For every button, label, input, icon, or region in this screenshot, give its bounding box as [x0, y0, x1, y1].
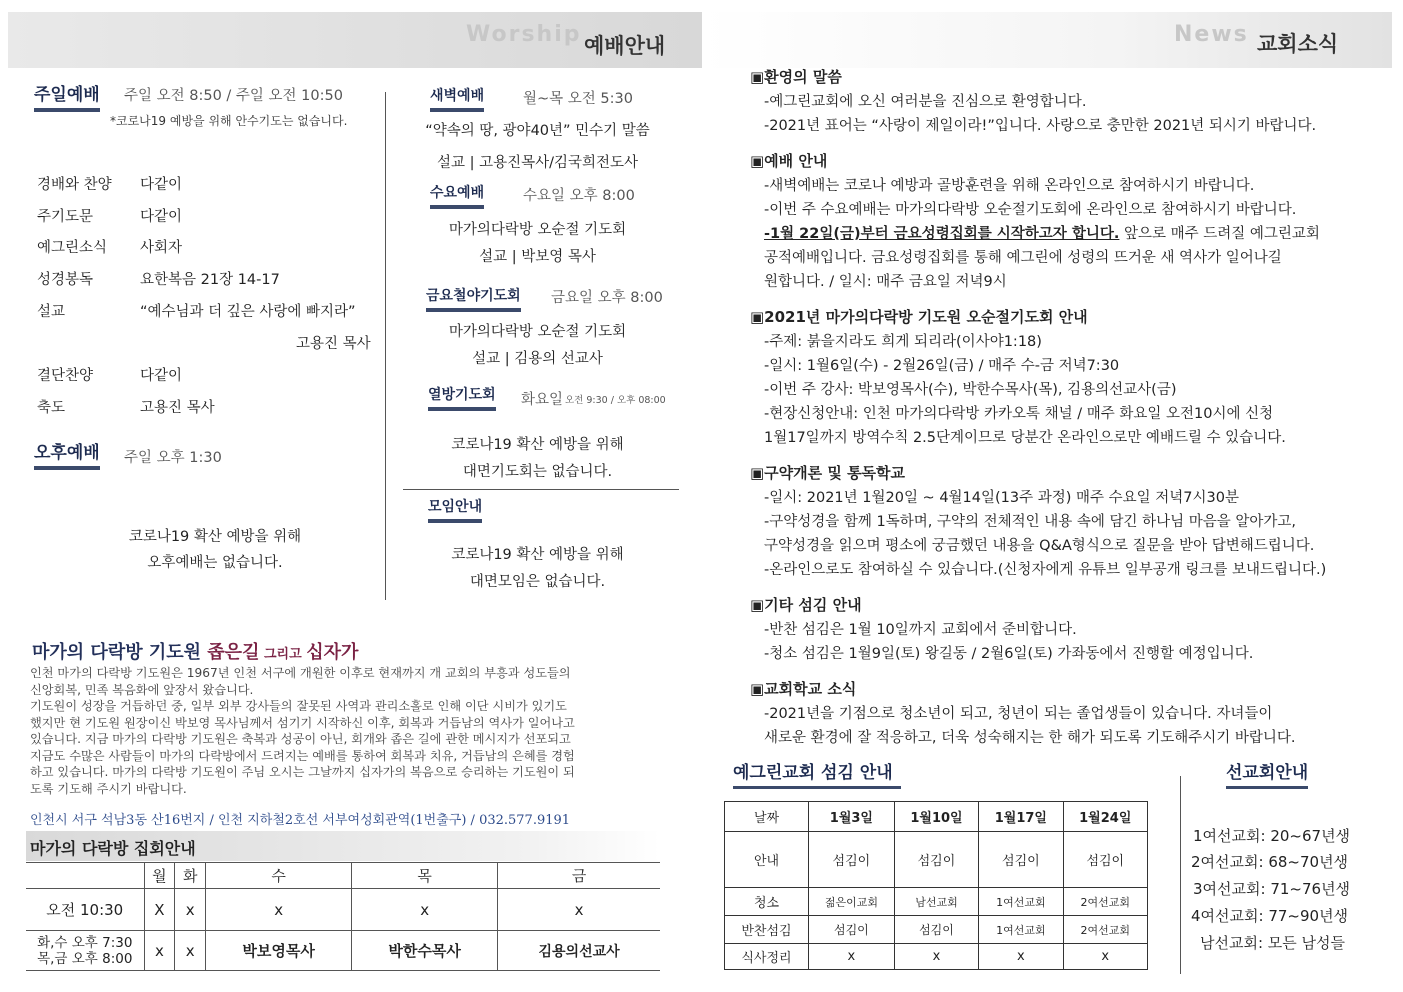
mission-item: 남선교회: 모든 남성들 [1200, 934, 1346, 952]
service-cell: 섬김이 [894, 832, 978, 888]
service-header: 날짜 [725, 802, 809, 832]
order-value: 사회자 [140, 240, 183, 256]
schedule-day: 금 [498, 863, 660, 889]
news-line: -구약성경을 함께 1독하며, 구약의 전체적인 내용 속에 담긴 하나님 마음을 알아가고, [764, 514, 1296, 530]
story-line: 있습니다. 지금 마가의 다락방 기도원은 축복과 성공이 아닌, 회개와 좁은 길에 관한 메시지가 선포되고 [30, 732, 571, 746]
service-header: 1월10일 [894, 802, 978, 832]
news-heading: ▣예배 안내 [750, 152, 828, 170]
order-value: 고용진 목사 [140, 400, 215, 416]
schedule-day: 수 [206, 863, 352, 889]
worship-header-en: Worship [466, 22, 582, 47]
story-title-and: 그리고 [259, 647, 307, 662]
nations-prayer-times: 오전 9:30 / 오후 08:00 [565, 395, 666, 406]
story-line: 기도원이 성장을 거듭하던 중, 일부 외부 강사들의 잘못된 사역과 관리소홀로 인해 이단 시비가 있기도 [30, 699, 567, 713]
service-header: 1월24일 [1063, 802, 1147, 832]
news-heading: ▣구약개론 및 통독학교 [750, 464, 906, 482]
schedule-day: 화 [175, 863, 206, 889]
service-cell: 젊은이교회 [809, 888, 895, 916]
news-heading: ▣교회학교 소식 [750, 680, 857, 698]
schedule-cell: x [144, 931, 175, 971]
nations-line-2: 대면기도회는 없습니다. [462, 464, 613, 480]
service-row-label: 식사정리 [725, 944, 809, 970]
order-label: 경배와 찬양 [37, 177, 112, 193]
mission-divider [1180, 776, 1181, 974]
order-value: 요한복음 21장 14-17 [140, 272, 280, 288]
service-cell: 섬김이 [894, 916, 978, 944]
news-line: -반찬 섬김은 1월 10일까지 교회에서 준비합니다. [764, 622, 1077, 638]
story-line: 하고 있습니다. 마가의 다락방 기도원이 주님 오시는 그날까지 십자가의 복음으로 승리하는 기도원이 되 [30, 765, 575, 779]
service-cell: x [894, 944, 978, 970]
friday-meeting-announcement: -1월 22일(금)부터 금요성령집회를 시작하고자 합니다. [764, 226, 1120, 242]
story-title-part: 마가의 다락방 기도원 [32, 642, 208, 663]
news-line: -현장신청안내: 인천 마가의다락방 카카오톡 채널 / 매주 화요일 오전10시에 신청 [764, 406, 1274, 422]
news-line: -예그린교회에 오신 여러분을 진심으로 환영합니다. [764, 94, 1087, 110]
gathering-title: 모임안내 [428, 496, 482, 523]
schedule-row-label [26, 931, 144, 971]
schedule-corner [26, 863, 144, 889]
story-line: 도록 기도해 주시기 바랍니다. [30, 781, 187, 796]
service-cell: x [809, 944, 895, 970]
gathering-line-2: 대면모임은 없습니다. [469, 574, 606, 590]
order-label: 주기도문 [37, 209, 94, 225]
story-line: 했지만 현 기도원 원장이신 박보영 목사님께서 섬기기 시작하신 이후, 회복과 거듭남의 역사가 일어나고 [30, 715, 575, 730]
friday-vigil-time: 금요일 오후 8:00 [551, 290, 663, 306]
news-line: -2021년 표어는 “사랑이 제일이라!”입니다. 사랑으로 충만한 2021년 되시기 바랍니다. [764, 118, 1317, 134]
news-line: 원합니다. / 일시: 매주 금요일 저녁9시 [764, 274, 1007, 290]
nations-prayer-day: 화요일 [521, 392, 564, 408]
service-cell: x [1063, 944, 1147, 970]
news-line: -이번 주 수요예배는 마가의다락방 오순절기도회에 온라인으로 참여하시기 바랍니다. [764, 202, 1297, 218]
news-line: -일시: 2021년 1월20일 ~ 4월14일(13주 과정) 매주 수요일 저녁7시30분 [764, 490, 1239, 506]
schedule-row-label-line: 화,수 오후 7:30 [37, 934, 133, 951]
nations-prayer-title: 열방기도회 [428, 384, 496, 411]
prayer-house-title [32, 638, 358, 664]
schedule-cell: 김용의선교사 [498, 931, 660, 971]
mission-item: 1여선교회: 20~67년생 [1193, 827, 1351, 845]
column-divider [385, 92, 386, 600]
service-cell: 섬김이 [809, 916, 895, 944]
news-line: -온라인으로도 참여하실 수 있습니다.(신청자에게 유튜브 일부공개 링크를 보내드립니다.) [764, 562, 1327, 578]
sermon-title: “예수님과 더 깊은 사랑에 빠지라” [140, 304, 356, 320]
service-cell: 섬김이 [809, 832, 895, 888]
dawn-series: “약속의 땅, 광야40년” 민수기 말씀 [425, 123, 650, 139]
schedule-title: 마가의 다락방 집회안내 [26, 831, 660, 861]
story-title-cross: 십자가 [306, 642, 359, 663]
story-line: 인천 마가의 다락방 기도원은 1967년 인천 서구에 개원한 이후로 현재까지 개 교회의 부흥과 성도들의 [30, 666, 571, 680]
mission-item: 4여선교회: 77~90년생 [1191, 907, 1349, 925]
news-heading: ▣2021년 마가의다락방 기도원 오순절기도회 안내 [750, 308, 1088, 326]
mission-item: 2여선교회: 68~70년생 [1191, 853, 1349, 871]
news-line: -일시: 1월6일(수) - 2월26일(금) / 매주 수-금 저녁7:30 [764, 358, 1120, 374]
wednesday-line-1: 마가의다락방 오순절 기도회 [448, 222, 627, 238]
order-label: 축도 [37, 400, 66, 416]
news-heading: ▣환영의 말씀 [750, 68, 842, 86]
service-cell: 섬김이 [1063, 832, 1147, 888]
news-list [750, 66, 1380, 750]
news-line: 공적예배입니다. 금요성령집회를 통해 예그린에 성령의 뜨거운 새 역사가 일어나길 [764, 250, 1282, 266]
schedule-cell: x [175, 889, 206, 931]
afternoon-msg-1: 코로나19 확산 예방을 위해 [128, 529, 302, 545]
schedule-row-label: 오전 10:30 [26, 889, 144, 931]
schedule-cell: x [352, 889, 498, 931]
order-value: 다같이 [140, 368, 183, 384]
prayer-house-story [30, 665, 670, 797]
afternoon-worship-time: 주일 오후 1:30 [124, 450, 222, 466]
dawn-worship-time: 월~목 오전 5:30 [523, 91, 633, 107]
order-value: 다같이 [140, 209, 183, 225]
service-row-label: 청소 [725, 888, 809, 916]
news-line: 1월17일까지 방역수칙 2.5단계이므로 당분간 온라인으로만 예배드릴 수 있습니다. [764, 430, 1286, 446]
news-header-en: News [1174, 22, 1249, 47]
schedule-cell: 박한수목사 [352, 931, 498, 971]
news-header-ko: 교회소식 [1257, 32, 1339, 56]
friday-line-1: 마가의다락방 오순절 기도회 [448, 324, 627, 340]
afternoon-worship-title: 오후예배 [34, 438, 100, 470]
story-title-narrow-way: 좁은길 [207, 642, 260, 663]
news-line [750, 222, 1380, 246]
gathering-schedule-table [26, 862, 660, 971]
mission-item: 3여선교회: 71~76년생 [1193, 880, 1351, 898]
wednesday-worship-title: 수요예배 [430, 182, 484, 209]
service-table-title: 예그린교회 섬김 안내 [733, 758, 901, 789]
order-label: 성경봉독 [37, 272, 94, 288]
news-line: 새로운 환경에 잘 적응하고, 더욱 성숙해지는 한 해가 되도록 기도해주시기 바랍니다. [764, 730, 1296, 746]
sermon-preacher: 고용진 목사 [296, 336, 371, 352]
mission-title: 선교회안내 [1226, 758, 1308, 789]
schedule-day: 월 [144, 863, 175, 889]
order-label: 결단찬양 [37, 368, 94, 384]
service-cell: 섬김이 [979, 832, 1063, 888]
schedule-cell: x [206, 889, 352, 931]
service-cell: 2여선교회 [1063, 888, 1147, 916]
news-line: -이번 주 강사: 박보영목사(수), 박한수목사(목), 김용의선교사(금) [764, 382, 1177, 398]
sunday-worship-times: 주일 오전 8:50 / 주일 오전 10:50 [124, 88, 343, 104]
news-line: -주제: 붉을지라도 희게 되리라(이사야1:18) [764, 334, 1042, 350]
friday-vigil-title: 금요철야기도회 [426, 285, 521, 312]
friday-line-2: 설교 | 김용의 선교사 [472, 351, 603, 367]
news-line: 구약성경을 읽으며 평소에 궁금했던 내용을 Q&A형식으로 질문을 받아 답변해드립니다. [764, 538, 1315, 554]
service-cell: 2여선교회 [1063, 916, 1147, 944]
section-divider [403, 489, 679, 490]
story-line: 지금도 수많은 사람들이 마가의 다락방에서 드려지는 예배를 통하여 회복과 치유, 거듭남의 은혜를 경험 [30, 748, 575, 763]
schedule-cell: x [175, 931, 206, 971]
gathering-line-1: 코로나19 확산 예방을 위해 [451, 547, 624, 563]
news-line: -2021년을 기점으로 청소년이 되고, 청년이 되는 졸업생들이 있습니다. 자녀들이 [764, 706, 1273, 722]
news-line: -새벽예배는 코로나 예방과 골방훈련을 위해 온라인으로 참여하시기 바랍니다. [764, 178, 1255, 194]
worship-header-ko: 예배안내 [584, 34, 666, 58]
news-heading: ▣기타 섬김 안내 [750, 596, 862, 614]
dawn-preacher: 설교 | 고용진목사/김국희전도사 [436, 155, 639, 171]
news-line-rest: 앞으로 매주 드려질 예그린교회 [1119, 226, 1320, 242]
service-cell: 1여선교회 [979, 916, 1063, 944]
dawn-worship-title: 새벽예배 [430, 85, 484, 112]
sunday-worship-title: 주일예배 [34, 80, 100, 112]
service-table [724, 801, 1148, 970]
schedule-cell: 박보영목사 [206, 931, 352, 971]
schedule-day: 목 [352, 863, 498, 889]
order-value: 다같이 [140, 177, 183, 193]
schedule-row-label-line: 목,금 오후 8:00 [37, 950, 133, 967]
wednesday-worship-time: 수요일 오후 8:00 [523, 188, 635, 204]
service-cell: 남선교회 [894, 888, 978, 916]
service-cell: x [979, 944, 1063, 970]
story-line: 신앙회복, 민족 복음화에 앞장서 왔습니다. [30, 682, 254, 697]
schedule-cell: x [498, 889, 660, 931]
service-header: 1월3일 [809, 802, 895, 832]
order-label: 예그린소식 [37, 240, 108, 256]
order-label: 설교 [37, 304, 66, 320]
news-line: -청소 섬김은 1월9일(토) 왕길동 / 2월6일(토) 가좌동에서 진행할 예정입니다. [764, 646, 1254, 662]
service-row-label: 안내 [725, 832, 809, 888]
service-header: 1월17일 [979, 802, 1063, 832]
sunday-worship-note: *코로나19 예방을 위해 안수기도는 없습니다. [110, 114, 348, 128]
afternoon-msg-2: 오후예배는 없습니다. [147, 555, 283, 571]
service-cell: 1여선교회 [979, 888, 1063, 916]
schedule-cell: X [144, 889, 175, 931]
nations-line-1: 코로나19 확산 예방을 위해 [451, 437, 624, 453]
service-row-label: 반찬섬김 [725, 916, 809, 944]
wednesday-line-2: 설교 | 박보영 목사 [479, 249, 596, 265]
prayer-house-address: 인천시 서구 석남3동 산16번지 / 인천 지하철2호선 서부여성회관역(1번출구) / 032.577.9191 [30, 813, 571, 828]
